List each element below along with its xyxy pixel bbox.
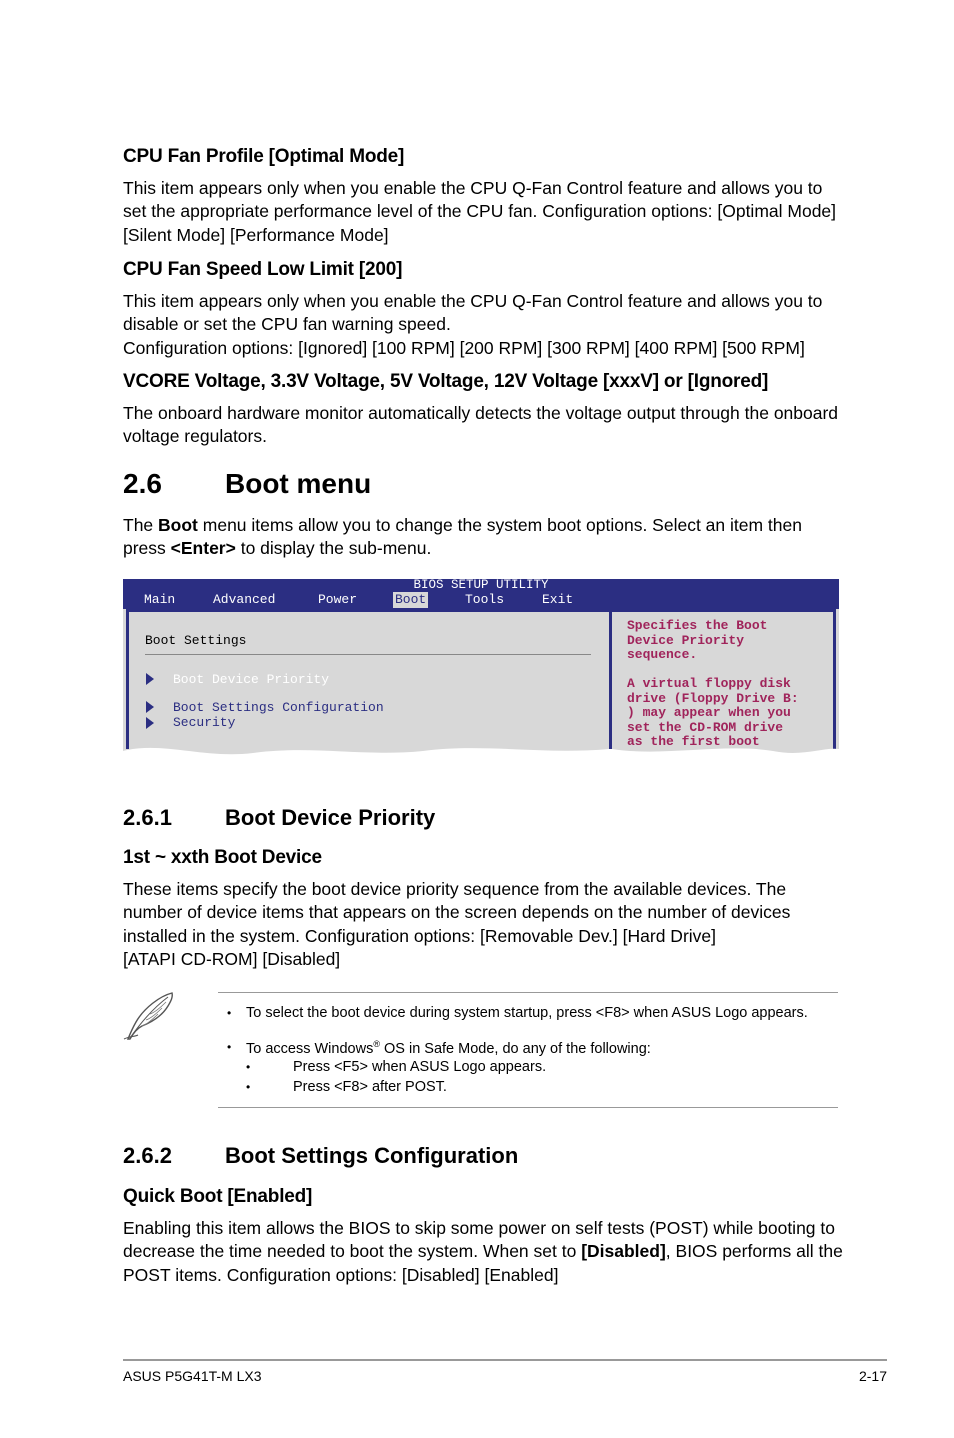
bullet-icon: • — [227, 1006, 232, 1020]
section-number: 2.6 — [123, 468, 162, 499]
bios-screenshot — [123, 579, 839, 772]
help-line — [627, 663, 799, 678]
registered-mark: ® — [373, 1039, 380, 1049]
bios-frame-top — [129, 609, 833, 612]
note-bullet-2 — [246, 1039, 651, 1057]
note-bullet-1: To select the boot device during system startup, press <F8> when ASUS Logo appears. — [246, 1005, 808, 1021]
note-sub-bullet-1: Press <F5> when ASUS Logo appears. — [293, 1059, 547, 1075]
text: decrease the time needed to boot the system. When set to — [123, 1241, 582, 1262]
help-line: sequence. — [627, 647, 698, 662]
bios-item-security[interactable]: Security — [173, 715, 236, 730]
cpu-fan-profile-text — [123, 177, 843, 247]
subsection-number: 2.6.2 — [123, 1143, 172, 1168]
subsection-title: Boot Device Priority — [225, 805, 436, 830]
help-line: as the first boot — [627, 734, 760, 749]
text-line: POST items. Configuration options: [Disabled] [Enabled] — [123, 1264, 559, 1285]
footer-page-number: 2-17 — [858, 1368, 887, 1384]
text-line — [123, 514, 853, 537]
bios-frame-right — [833, 609, 836, 749]
text-line: Configuration options: [Ignored] [100 RPM] [200 RPM] [300 RPM] [400 RPM] [500 RPM] — [123, 337, 805, 358]
help-line: Device Priority — [627, 632, 745, 648]
bold-text: Boot — [158, 515, 198, 535]
bios-item-boot-settings-configuration[interactable]: Boot Settings Configuration — [173, 700, 384, 715]
text: menu items allow you to change the system boot options. Select an item then — [197, 515, 802, 535]
bios-menu-advanced[interactable]: Advanced — [213, 592, 276, 607]
text: To access Windows — [246, 1040, 374, 1057]
bios-panel-title: Boot Settings — [145, 633, 247, 648]
bios-menu-power[interactable]: Power — [318, 592, 358, 607]
boot-menu-intro — [123, 514, 853, 561]
arrow-right-icon — [146, 717, 154, 729]
text-line: disable or set the CPU fan warning speed. — [123, 314, 451, 335]
bios-item-boot-device-priority[interactable]: Boot Device Priority — [173, 672, 330, 687]
bold-text: [Disabled] — [581, 1241, 666, 1262]
help-line: Specifies the Boot — [627, 618, 768, 633]
text-line: [Silent Mode] [Performance Mode] — [123, 224, 389, 245]
bios-menu-exit[interactable]: Exit — [542, 592, 574, 607]
note-sub-bullet-2: Press <F8> after POST. — [293, 1079, 447, 1095]
text-line: installed in the system. Configuration options: [Removable Dev.] [Hard Drive] — [123, 925, 717, 946]
torn-edge — [123, 739, 839, 772]
subsection-number: 2.6.1 — [123, 805, 172, 830]
note-top-rule — [218, 992, 838, 993]
text: , BIOS performs all the — [665, 1241, 843, 1262]
bios-menu-boot[interactable]: Boot — [395, 592, 427, 607]
text-line: voltage regulators. — [123, 426, 267, 447]
quick-boot-text — [123, 1217, 853, 1287]
help-line: drive (Floppy Drive B: — [627, 690, 799, 706]
text: press — [123, 538, 171, 559]
cpu-fan-profile-heading: CPU Fan Profile [Optimal Mode] — [123, 146, 405, 167]
vcore-text — [123, 402, 853, 449]
text-line: The onboard hardware monitor automatically detects the voltage output through the onboard — [123, 403, 839, 423]
bullet-icon: • — [227, 1040, 232, 1054]
section-title: Boot menu — [225, 468, 372, 499]
bios-title: BIOS SETUP UTILITY — [413, 579, 549, 592]
cpu-fan-speed-text — [123, 290, 843, 360]
bios-frame-left — [126, 609, 129, 749]
text-line: [ATAPI CD-ROM] [Disabled] — [123, 948, 341, 969]
note-bottom-rule — [218, 1107, 838, 1108]
bullet-icon: • — [246, 1060, 251, 1074]
text: The — [123, 515, 159, 535]
text-line: number of device items that appears on the screen depends on the number of devices — [123, 902, 791, 923]
help-line: set the CD-ROM drive — [627, 719, 784, 735]
text-line — [123, 537, 853, 560]
quick-boot-heading: Quick Boot [Enabled] — [123, 1186, 313, 1207]
bold-text: <Enter> — [170, 538, 236, 559]
bios-menu-main[interactable]: Main — [144, 592, 176, 607]
footer-rule — [123, 1359, 887, 1361]
text-line: This item appears only when you enable the CPU Q-Fan Control feature and allows you to — [123, 178, 823, 198]
text: OS in Safe Mode, do any of the following: — [379, 1040, 651, 1057]
boot-device-heading: 1st ~ xxth Boot Device — [123, 847, 322, 868]
text-line: These items specify the boot device priority sequence from the available devices. The — [123, 879, 787, 899]
bios-menu-tools[interactable]: Tools — [465, 592, 505, 607]
subsection-title: Boot Settings Configuration — [225, 1143, 519, 1168]
arrow-right-icon — [146, 701, 154, 713]
bullet-icon: • — [246, 1080, 251, 1094]
arrow-right-icon — [146, 673, 154, 685]
text-line: Enabling this item allows the BIOS to skip some power on self tests (POST) while booting to — [123, 1218, 835, 1238]
help-line: A virtual floppy disk — [627, 676, 791, 691]
cpu-fan-speed-heading: CPU Fan Speed Low Limit [200] — [123, 259, 403, 280]
footer-model: ASUS P5G41T-M LX3 — [123, 1368, 262, 1384]
text-line — [123, 1240, 853, 1263]
boot-device-text — [123, 878, 843, 971]
help-line: ) may appear when you — [627, 705, 791, 720]
bios-separator — [145, 654, 591, 655]
text: to display the sub-menu. — [235, 538, 432, 559]
feather-pen-icon — [122, 990, 176, 1042]
text-line: This item appears only when you enable the CPU Q-Fan Control feature and allows you to — [123, 291, 823, 311]
bios-help-text — [627, 619, 799, 750]
vcore-heading: VCORE Voltage, 3.3V Voltage, 5V Voltage, 12V Voltage [xxxV] or [Ignored] — [123, 371, 769, 392]
text-line: set the appropriate performance level of the CPU fan. Configuration options: [Optimal Mode] — [123, 201, 837, 222]
